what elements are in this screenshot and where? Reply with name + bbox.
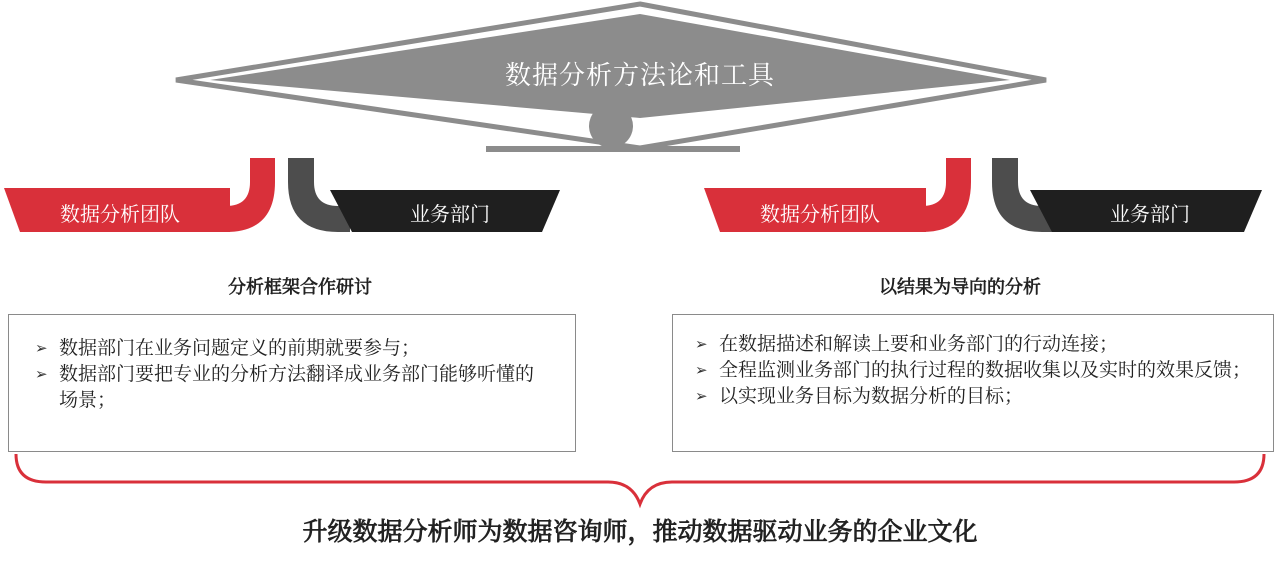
right-bullet-box: [672, 314, 1274, 452]
left-business-tab-label: 业务部门: [410, 202, 490, 226]
list-item: [691, 331, 1253, 357]
right-business-tab-label: 业务部门: [1110, 202, 1190, 226]
right-team-tab-label: 数据分析团队: [760, 202, 880, 226]
roof-title: 数据分析方法论和工具: [504, 61, 775, 91]
bullet-text: 全程监测业务部门的执行过程的数据收集以及实时的效果反馈；: [719, 359, 1252, 381]
right-section-title: 以结果为导向的分析: [879, 277, 1041, 298]
roof-fulcrum-ball: [589, 104, 633, 148]
right-bullet-list: [691, 331, 1253, 409]
list-item: [691, 357, 1253, 383]
bullet-arrow-icon: ➢: [695, 361, 708, 379]
bullet-text: 以实现业务目标为数据分析的目标；: [719, 385, 1024, 407]
bullet-text: 在数据描述和解读上要和业务部门的行动连接；: [719, 333, 1119, 355]
roof-base-bar: [486, 146, 740, 152]
bullet-arrow-icon: ➢: [695, 335, 708, 353]
left-section-title: 分析框架合作研讨: [228, 277, 372, 298]
footer-conclusion: 升级数据分析师为数据咨询师，推动数据驱动业务的企业文化: [302, 517, 978, 546]
bottom-brace: [16, 454, 1264, 504]
bullet-arrow-icon: ➢: [35, 365, 48, 383]
bullet-text: 数据部门在业务问题定义的前期就要参与；: [59, 337, 421, 359]
left-team-tab-label: 数据分析团队: [60, 202, 180, 226]
bullet-text: 数据部门要把专业的分析方法翻译成业务部门能够听懂的场景；: [59, 363, 535, 411]
left-bullet-list: [31, 335, 551, 413]
bullet-arrow-icon: ➢: [35, 339, 48, 357]
list-item: [31, 361, 551, 413]
bullet-arrow-icon: ➢: [695, 387, 708, 405]
left-bullet-box: [8, 314, 576, 452]
list-item: [691, 383, 1253, 409]
list-item: [31, 335, 551, 361]
